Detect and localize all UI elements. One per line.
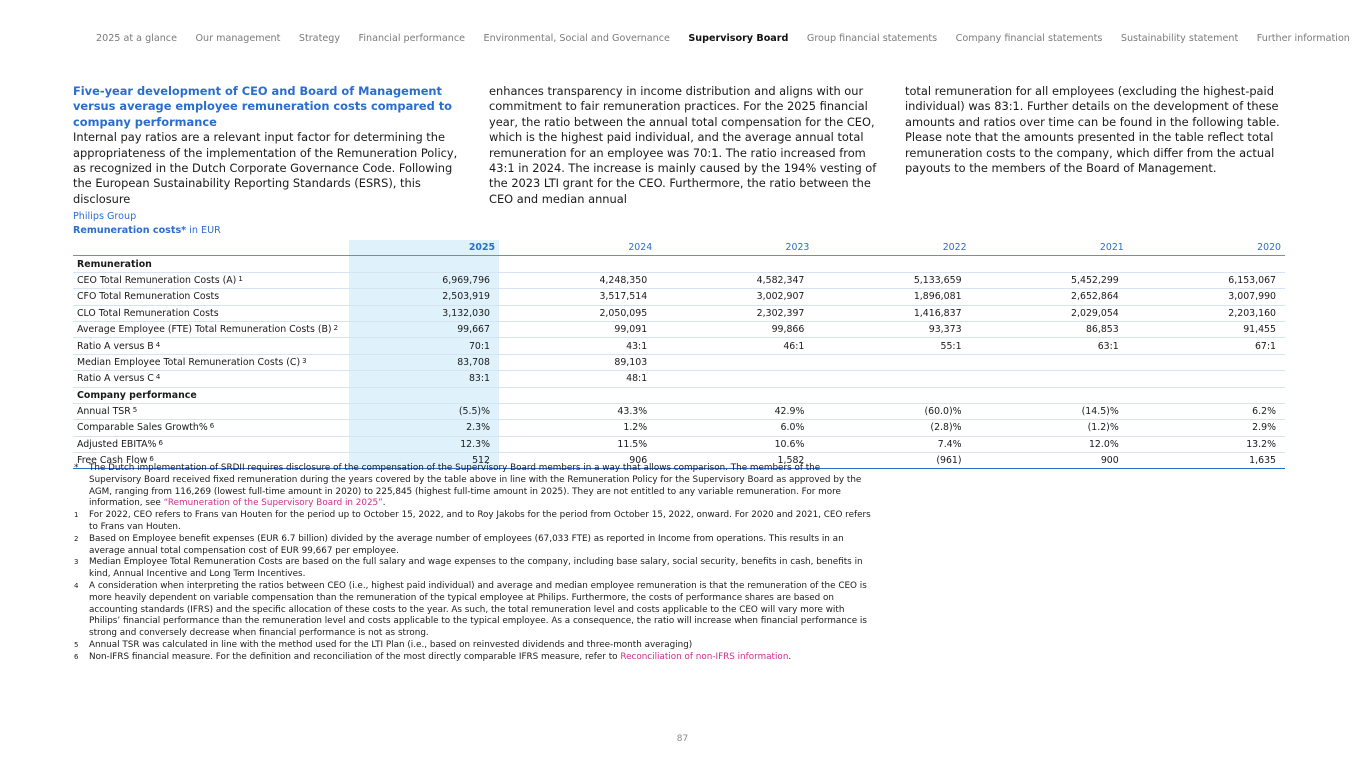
cell-2023 — [656, 354, 813, 370]
cell-2022: (961) — [813, 453, 970, 469]
cell-2025: 2,503,919 — [349, 289, 499, 305]
cell-2025: 512 — [349, 453, 499, 469]
footnote-body: Non-IFRS financial measure. For the definition and reconciliation of the most directly comparable IFRS measure, refer to — [89, 651, 621, 662]
footnote-item — [73, 510, 873, 534]
cell-2020: 2,203,160 — [1128, 305, 1285, 321]
cell-2023 — [656, 256, 813, 272]
cell-2024: 4,248,350 — [499, 272, 656, 288]
footnote-mark: 1 — [74, 511, 79, 520]
cell-2025: 99,667 — [349, 321, 499, 337]
cell-2020: 13.2% — [1128, 436, 1285, 452]
footnote-punctuation: . — [788, 651, 792, 662]
caption-title-unit: in EUR — [186, 225, 221, 236]
footnotes — [73, 463, 873, 664]
row-label-text: Company performance — [77, 389, 197, 401]
cell-2020: 6.2% — [1128, 403, 1285, 419]
table-caption — [73, 210, 221, 238]
intro-paragraph-1: Internal pay ratios are a relevant input factor for determining the appropriateness of the implementation of the Remuneration Policy, as recognized in the Dutch Corporate Governance Code. Following the European Sustainability Reporting Standards (ESRS), this disclosure — [73, 130, 458, 206]
table-row — [73, 305, 1285, 321]
cell-2023: 46:1 — [656, 338, 813, 354]
cell-2021: 12.0% — [971, 436, 1128, 452]
footnote-link[interactable]: Reconciliation of non-IFRS information — [620, 651, 789, 662]
footnote-item — [73, 557, 873, 581]
cell-2023 — [656, 387, 813, 403]
cell-2023: 3,002,907 — [656, 289, 813, 305]
header-year-2025: 2025 — [349, 240, 499, 256]
cell-2021 — [971, 354, 1128, 370]
table-body — [73, 256, 1285, 469]
cell-2024: 48:1 — [499, 371, 656, 387]
cell-2022: 7.4% — [813, 436, 970, 452]
cell-2021: (14.5)% — [971, 403, 1128, 419]
cell-2023: 99,866 — [656, 321, 813, 337]
cell-2022: 1,416,837 — [813, 305, 970, 321]
row-label-text: Comparable Sales Growth% — [77, 422, 208, 434]
table-header-row — [73, 240, 1285, 256]
row-label — [73, 354, 349, 370]
cell-2022 — [813, 256, 970, 272]
cell-2023: 4,582,347 — [656, 272, 813, 288]
cell-2025 — [349, 256, 499, 272]
cell-2023: 2,302,397 — [656, 305, 813, 321]
caption-title-bold: Remuneration costs* — [73, 225, 187, 236]
cell-2024: 43:1 — [499, 338, 656, 354]
footnote-marker: 3 — [302, 356, 307, 365]
caption-title — [73, 224, 221, 238]
header-label-cell — [73, 240, 349, 256]
cell-2025: 3,132,030 — [349, 305, 499, 321]
row-label-text: Median Employee Total Remuneration Costs (C) — [77, 356, 301, 368]
row-label — [73, 387, 349, 403]
header-year-2024: 2024 — [499, 240, 656, 256]
cell-2020 — [1128, 371, 1285, 387]
nav-item-strategy[interactable]: Strategy — [298, 32, 340, 44]
table-row — [73, 354, 1285, 370]
table-section-row — [73, 387, 1285, 403]
intro-column-3 — [905, 84, 1300, 176]
cell-2021: 86,853 — [971, 321, 1128, 337]
nav-item-financial-performance[interactable]: Financial performance — [358, 32, 466, 44]
nav-item-sustainability-statement[interactable]: Sustainability statement — [1120, 32, 1239, 44]
page-number: 87 — [676, 734, 689, 744]
cell-2024: 11.5% — [499, 436, 656, 452]
top-navigation — [76, 29, 1365, 47]
cell-2022: 93,373 — [813, 321, 970, 337]
header-year-2020: 2020 — [1128, 240, 1285, 256]
row-label — [73, 289, 349, 305]
cell-2020 — [1128, 387, 1285, 403]
cell-2024 — [499, 256, 656, 272]
row-label-text: Adjusted EBITA% — [77, 438, 157, 450]
nav-item-2025-at-a-glance[interactable]: 2025 at a glance — [96, 32, 177, 44]
cell-2020 — [1128, 354, 1285, 370]
cell-2022: (60.0)% — [813, 403, 970, 419]
cell-2024: 2,050,095 — [499, 305, 656, 321]
header-year-2021: 2021 — [971, 240, 1128, 256]
nav-item-company-financial-statements[interactable]: Company financial statements — [955, 32, 1103, 44]
row-label-text: Ratio A versus C — [77, 373, 154, 385]
table-row — [73, 321, 1285, 337]
footnote-body: Annual TSR was calculated in line with the method used for the LTI Plan (i.e., based on reinvested dividends and three-month averaging) — [89, 639, 693, 650]
cell-2022: (2.8)% — [813, 420, 970, 436]
nav-item-supervisory-board[interactable]: Supervisory Board — [688, 32, 789, 44]
nav-item-further-information[interactable]: Further information — [1256, 32, 1350, 44]
row-label — [73, 338, 349, 354]
cell-2024: 906 — [499, 453, 656, 469]
row-label — [73, 305, 349, 321]
cell-2020: 2.9% — [1128, 420, 1285, 436]
cell-2024: 43.3% — [499, 403, 656, 419]
row-label-text: Annual TSR — [77, 406, 131, 418]
cell-2021: (1.2)% — [971, 420, 1128, 436]
cell-2024: 3,517,514 — [499, 289, 656, 305]
footnote-body: Median Employee Total Remuneration Costs are based on the full salary and wage expenses to the company, including base salary, social security, benefits in cash, benefits in kind, Annual Incentive and Long Term Incentives. — [89, 557, 863, 580]
intro-column-2 — [489, 84, 884, 207]
cell-2023 — [656, 371, 813, 387]
footnote-mark: * — [74, 463, 79, 473]
cell-2021: 5,452,299 — [971, 272, 1128, 288]
footnote-marker: 6 — [209, 422, 215, 431]
table-row — [73, 338, 1285, 354]
footnote-body: Based on Employee benefit expenses (EUR 6.7 billion) divided by the average number of employees (67,033 FTE) as reported in Income from operations. This results in an average annual total compensation cost of EUR 99,667 per employee. — [89, 533, 844, 556]
row-label-text: CLO Total Remuneration Costs — [77, 307, 219, 319]
cell-2021 — [971, 256, 1128, 272]
footnote-marker: 4 — [155, 340, 161, 349]
footnote-mark: 3 — [74, 558, 79, 567]
cell-2024: 89,103 — [499, 354, 656, 370]
row-label — [73, 256, 349, 272]
footnote-marker: 5 — [132, 406, 138, 415]
row-label — [73, 403, 349, 419]
intro-column-1 — [73, 84, 468, 207]
header-year-2023: 2023 — [656, 240, 813, 256]
row-label-text: CFO Total Remuneration Costs — [77, 291, 220, 303]
footnote-text — [89, 581, 873, 640]
table-row — [73, 420, 1285, 436]
cell-2025: 83,708 — [349, 354, 499, 370]
row-label-text: CEO Total Remuneration Costs (A) — [77, 274, 237, 286]
cell-2022 — [813, 371, 970, 387]
row-label-text: Ratio A versus B — [77, 340, 154, 352]
footnote-link[interactable]: “Remuneration of the Supervisory Board in 2025” — [163, 498, 383, 509]
cell-2023: 42.9% — [656, 403, 813, 419]
row-label-text: Remuneration — [77, 258, 152, 270]
cell-2021: 2,029,054 — [971, 305, 1128, 321]
cell-2025 — [349, 387, 499, 403]
row-label — [73, 272, 349, 288]
cell-2020: 3,007,990 — [1128, 289, 1285, 305]
table-row — [73, 289, 1285, 305]
cell-2025: 2.3% — [349, 420, 499, 436]
cell-2020 — [1128, 256, 1285, 272]
nav-item-esg[interactable]: Environmental, Social and Governance — [483, 32, 670, 44]
footnote-punctuation: . — [382, 498, 386, 509]
footnote-item — [73, 652, 873, 664]
cell-2020: 1,635 — [1128, 453, 1285, 469]
footnote-body: The Dutch implementation of SRDII requires disclosure of the compensation of the Supervisory Board members in a way that allows comparison. The members of the Supervisory Board received fixed remuneration during the years covered by the table above in line with the Remuneration Policy for the Supervisory Board as approved by the AGM, ranging from 116,269 (lowest full-time amount in 2020) to 225,845 (highest full-time amount in 2025). They are not entitled to any variable remuneration. For more information, see — [89, 463, 862, 509]
footnote-mark: 5 — [74, 640, 79, 649]
footnote-item — [73, 581, 873, 640]
cell-2023: 10.6% — [656, 436, 813, 452]
footnote-item — [73, 463, 873, 510]
cell-2025: 6,969,796 — [349, 272, 499, 288]
footnote-item — [73, 640, 873, 652]
cell-2020: 91,455 — [1128, 321, 1285, 337]
remuneration-table — [73, 240, 1285, 469]
row-label-text: Free Cash Flow — [77, 455, 148, 467]
footnote-text — [89, 652, 873, 664]
cell-2022 — [813, 387, 970, 403]
cell-2020: 67:1 — [1128, 338, 1285, 354]
footnote-marker: 1 — [238, 274, 243, 283]
cell-2024 — [499, 387, 656, 403]
footnote-marker: 4 — [155, 373, 161, 382]
header-year-2022: 2022 — [813, 240, 970, 256]
cell-2025: 12.3% — [349, 436, 499, 452]
table-row — [73, 436, 1285, 452]
intro-paragraph-2: enhances transparency in income distribution and aligns with our commitment to fair remuneration practices. For the 2025 financial year, the ratio between the annual total compensation for the CEO, which is the highest paid individual, and the average annual total remuneration for an employee was 70:1. The ratio increased from 43:1 in 2024. The increase is mainly caused by the 194% vesting of the 2023 LTI grant for the CEO. Furthermore, the ratio between the CEO and median annual — [489, 84, 877, 206]
cell-2021 — [971, 387, 1128, 403]
cell-2024: 1.2% — [499, 420, 656, 436]
cell-2025: (5.5)% — [349, 403, 499, 419]
footnote-body: A consideration when interpreting the ratios between CEO (i.e., highest paid individual) and average and median employee remuneration is that the remuneration of the CEO is more heavily dependent on variable compensation than the remuneration of the typical employee at Philips. Furthermore, the costs of performance shares are based on accounting standards (IFRS) and the specific allocation of these costs to the year. As such, the total remuneration level and costs applicable to the CEO will vary more with Philips’ financial performance than the remuneration level and costs applicable to the typical employee. As a consequence, the ratio will increase when financial performance is strong and conversely decrease when financial performance is not as strong. — [89, 580, 867, 639]
footnote-text — [89, 557, 873, 581]
nav-item-group-financial-statements[interactable]: Group financial statements — [806, 32, 938, 44]
footnote-marker: 2 — [333, 324, 339, 333]
cell-2022: 55:1 — [813, 338, 970, 354]
row-label — [73, 321, 349, 337]
footnote-mark: 6 — [74, 652, 79, 661]
table-row — [73, 403, 1285, 419]
nav-item-our-management[interactable]: Our management — [195, 32, 281, 44]
intro-paragraph-3: total remuneration for all employees (excluding the highest-paid individual) was 83:1. Further details on the development of these amounts and ratios over time can be found in the following table. Please note that the amounts presented in the table reflect total remuneration costs to the company, which differ from the actual payouts to the members of the Board of Management. — [905, 84, 1280, 176]
footnote-marker: 6 — [158, 438, 163, 447]
cell-2023: 1,582 — [656, 453, 813, 469]
cell-2022: 5,133,659 — [813, 272, 970, 288]
cell-2025: 83:1 — [349, 371, 499, 387]
row-label — [73, 420, 349, 436]
table-row — [73, 272, 1285, 288]
cell-2022 — [813, 354, 970, 370]
cell-2020: 6,153,067 — [1128, 272, 1285, 288]
footnote-text — [89, 510, 873, 534]
footnote-mark: 2 — [74, 534, 79, 543]
table-section-row — [73, 256, 1285, 272]
table-row — [73, 371, 1285, 387]
row-label — [73, 436, 349, 452]
section-heading: Five-year development of CEO and Board of Management versus average employee remuneration costs compared to company performance — [73, 84, 452, 129]
cell-2021: 900 — [971, 453, 1128, 469]
footnote-body: For 2022, CEO refers to Frans van Houten for the period up to October 15, 2022, and to Roy Jakobs for the period from October 15, 2022, onward. For 2020 and 2021, CEO refers to Frans van Houten. — [89, 510, 871, 532]
footnote-marker: 6 — [149, 455, 154, 464]
footnote-text — [89, 640, 873, 652]
cell-2024: 99,091 — [499, 321, 656, 337]
footnote-item — [73, 534, 873, 558]
caption-company: Philips Group — [73, 211, 137, 222]
row-label-text: Average Employee (FTE) Total Remuneration Costs (B) — [77, 324, 332, 336]
footnote-text — [89, 463, 873, 510]
cell-2022: 1,896,081 — [813, 289, 970, 305]
cell-2021: 2,652,864 — [971, 289, 1128, 305]
cell-2023: 6.0% — [656, 420, 813, 436]
footnote-mark: 4 — [74, 581, 79, 590]
cell-2025: 70:1 — [349, 338, 499, 354]
cell-2021 — [971, 371, 1128, 387]
footnote-text — [89, 534, 873, 558]
row-label — [73, 371, 349, 387]
cell-2021: 63:1 — [971, 338, 1128, 354]
